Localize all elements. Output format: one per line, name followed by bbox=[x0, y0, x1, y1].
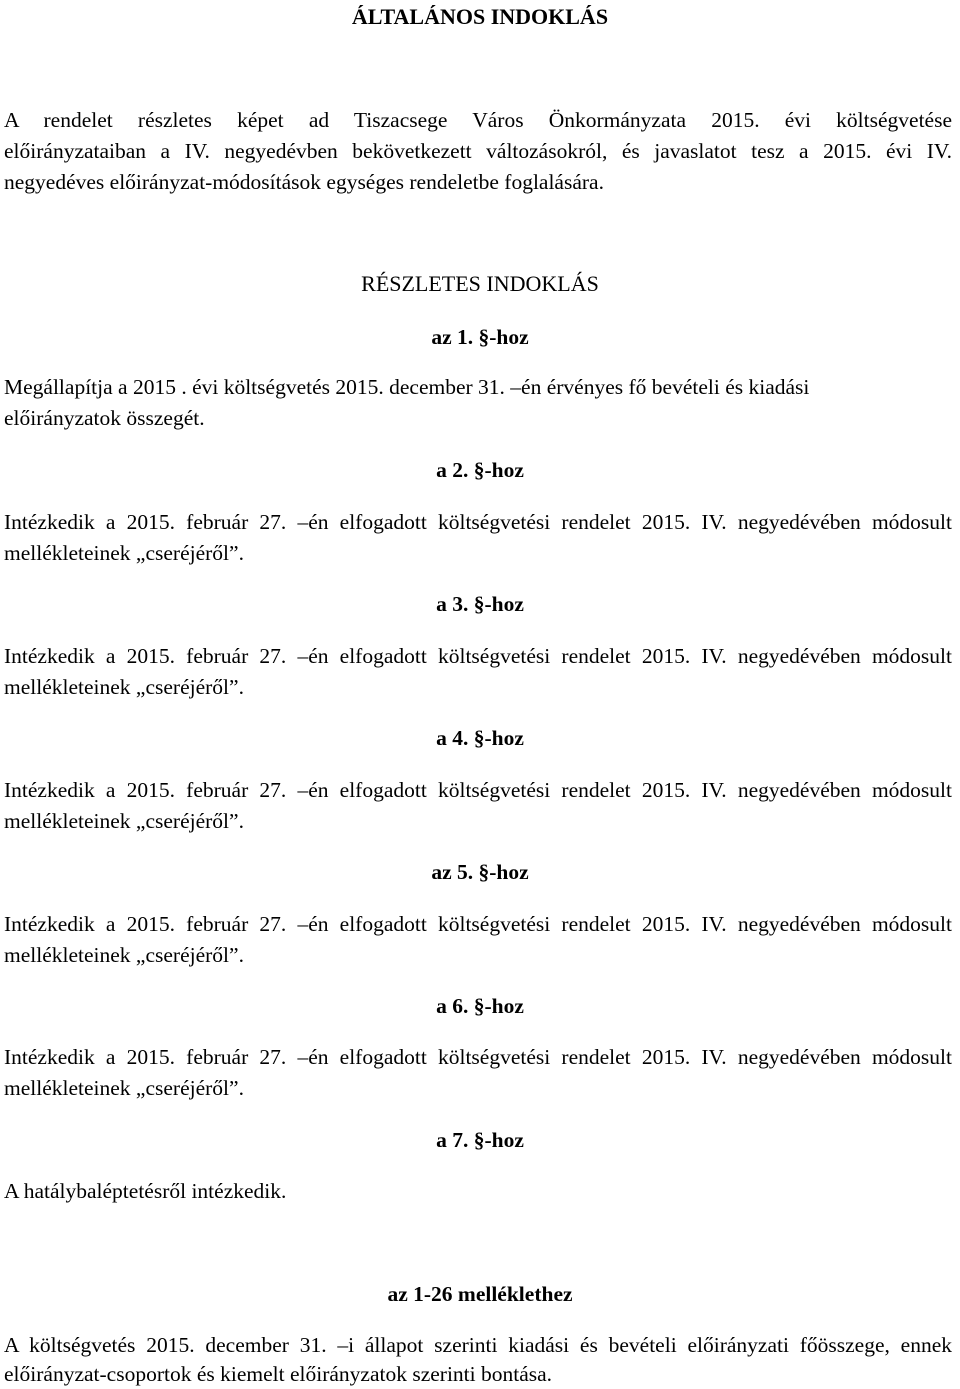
section-2-heading: a 2. §-hoz bbox=[436, 458, 524, 482]
section-7-line-1: A hatálybaléptetésről intézkedik. bbox=[4, 1179, 287, 1203]
general-paragraph-line-3: negyedéves előirányzat-módosítások egységes rendeletbe foglalására. bbox=[4, 170, 604, 194]
section-6-line-2: mellékleteinek „cseréjéről”. bbox=[4, 1076, 244, 1100]
section-4-line-2: mellékleteinek „cseréjéről”. bbox=[4, 809, 244, 833]
annex-line-1: A költségvetés 2015. december 31. –i állapot szerinti kiadási és bevételi előirányzati főösszege, ennek bbox=[4, 1333, 952, 1357]
section-4-line-1: Intézkedik a 2015. február 27. –én elfogadott költségvetési rendelet 2015. IV. negyedévében módosult bbox=[4, 778, 952, 802]
general-paragraph-line-2: előirányzataiban a IV. negyedévben bekövetkezett változásokról, és javaslatot tesz a 2015. évi IV. bbox=[4, 139, 952, 163]
section-3-line-2: mellékleteinek „cseréjéről”. bbox=[4, 675, 244, 699]
section-5-line-1: Intézkedik a 2015. február 27. –én elfogadott költségvetési rendelet 2015. IV. negyedévében módosult bbox=[4, 912, 952, 936]
annex-line-2: előirányzat-csoportok és kiemelt előirányzatok szerinti bontása. bbox=[4, 1362, 553, 1386]
section-5-line-2: mellékleteinek „cseréjéről”. bbox=[4, 943, 244, 967]
annex-heading: az 1-26 melléklethez bbox=[387, 1282, 573, 1306]
section-2-line-1: Intézkedik a 2015. február 27. –én elfogadott költségvetési rendelet 2015. IV. negyedévében módosult bbox=[4, 510, 952, 534]
section-1-line-1: Megállapítja a 2015 . évi költségvetés 2015. december 31. –én érvényes fő bevételi és kiadási bbox=[4, 375, 810, 399]
section-2-line-2: mellékleteinek „cseréjéről”. bbox=[4, 541, 244, 565]
general-title: ÁLTALÁNOS INDOKLÁS bbox=[351, 4, 609, 29]
section-6-heading: a 6. §-hoz bbox=[436, 994, 524, 1018]
section-1-line-2: előirányzatok összegét. bbox=[4, 406, 205, 430]
section-6-line-1: Intézkedik a 2015. február 27. –én elfogadott költségvetési rendelet 2015. IV. negyedévében módosult bbox=[4, 1045, 952, 1069]
section-5-heading: az 5. §-hoz bbox=[431, 860, 529, 884]
section-3-line-1: Intézkedik a 2015. február 27. –én elfogadott költségvetési rendelet 2015. IV. negyedévében módosult bbox=[4, 644, 952, 668]
general-paragraph-line-1: A rendelet részletes képet ad Tiszacsege Város Önkormányzata 2015. évi költségvetése bbox=[4, 108, 952, 132]
section-4-heading: a 4. §-hoz bbox=[436, 726, 524, 750]
section-3-heading: a 3. §-hoz bbox=[436, 592, 524, 616]
section-7-heading: a 7. §-hoz bbox=[436, 1128, 524, 1152]
detailed-title: RÉSZLETES INDOKLÁS bbox=[361, 271, 599, 296]
section-1-heading: az 1. §-hoz bbox=[431, 325, 529, 349]
